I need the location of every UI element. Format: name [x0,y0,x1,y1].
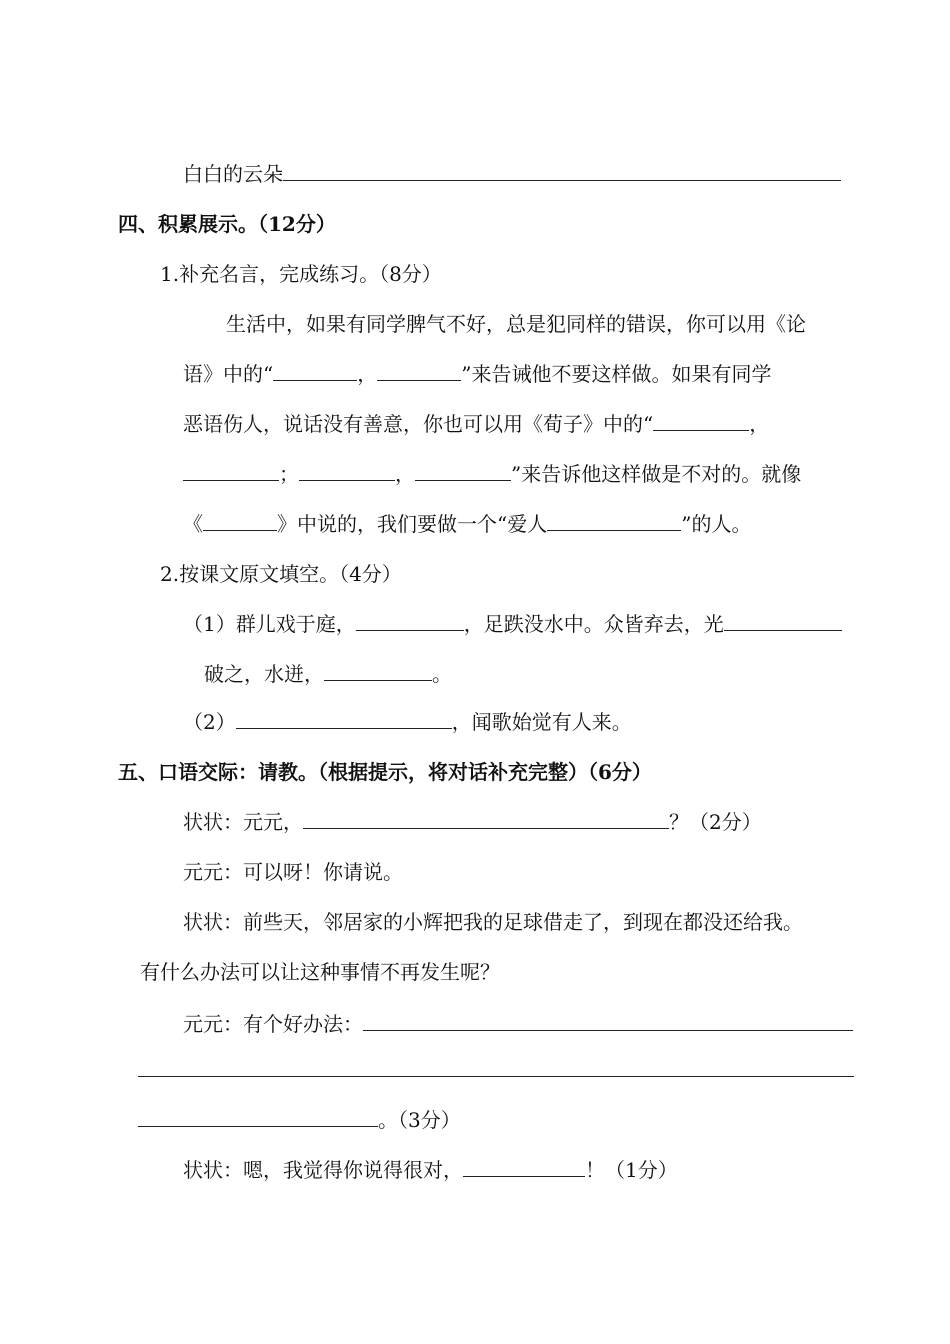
dialogue-line-5 [183,1156,678,1184]
text-segment: 《 [183,512,203,536]
answer-blank[interactable] [324,660,432,681]
answer-blank[interactable] [203,510,277,531]
text-segment: 语》中的“ [183,362,274,386]
text-segment: ， [749,412,770,436]
text-segment: ”来告诫他不要这样做。如果有同学 [461,362,772,386]
text-segment: 状状：嗯，我觉得你说得很对， [183,1158,463,1182]
question-1-title: 1.补充名言，完成练习。（8分） [160,262,442,286]
text-segment: 破之，水迸， [204,662,324,686]
answer-blank[interactable] [183,460,279,481]
answer-blank[interactable] [415,460,511,481]
answer-blank[interactable] [547,510,681,531]
question-2-item-1-line-1 [183,610,842,638]
question-2-title: 2.按课文原文填空。（4分） [160,562,402,586]
section-5-heading: 五、口语交际：请教。（根据提示，将对话补充完整）（6分） [118,760,652,784]
text-segment: ， [395,462,415,486]
text-segment: ， [357,362,378,386]
text-segment: ”的人。 [681,512,752,536]
dialogue-line-2: 元元：可以呀！你请说。 [183,860,403,884]
cloud-line [183,160,841,188]
cloud-label: 白白的云朵 [183,162,283,186]
text-segment: 》中说的，我们要做一个“爱人 [277,512,548,536]
answer-blank[interactable] [363,1010,853,1031]
dialogue-line-4 [183,1010,853,1038]
text-segment: ，闻歌始觉有人来。 [451,710,632,734]
text-segment: 。（3分） [378,1108,461,1132]
text-segment: ？（2分） [669,810,762,834]
answer-blank[interactable] [236,708,452,729]
answer-blank[interactable] [138,1106,378,1127]
dialogue-line-1 [183,808,762,836]
question-1-paragraph-line-4 [183,460,801,488]
text-segment: ； [279,462,299,486]
question-1-paragraph-line-1: 生活中，如果有同学脾气不好，总是犯同样的错误，你可以用《论 [226,312,806,336]
text-segment: ，足跌没水中。众皆弃去，光 [463,612,724,636]
text-segment: ”来告诉他这样做是不对的。就像 [511,462,802,486]
text-segment: 恶语伤人，说话没有善意，你也可以用《荀子》中的“ [183,412,654,436]
section-4-heading: 四、积累展示。（12分） [118,212,336,236]
text-segment: （2） [183,710,236,734]
answer-blank[interactable] [138,1076,854,1077]
text-segment: ！（1分） [585,1158,678,1182]
answer-blank[interactable] [653,410,749,431]
dialogue-line-4-end [138,1106,461,1134]
answer-blank[interactable] [463,1156,585,1177]
dialogue-line-3-continued: 有什么办法可以让这种事情不再发生呢？ [140,960,500,984]
question-1-paragraph-line-5 [183,510,751,538]
answer-blank[interactable] [377,360,461,381]
text-segment: 。 [432,662,452,686]
text-segment: （1）群儿戏于庭， [183,612,356,636]
text-segment: 状状：元元， [183,810,303,834]
question-2-item-1-line-2 [204,660,452,688]
answer-blank[interactable] [273,360,357,381]
answer-blank[interactable] [299,460,395,481]
answer-blank[interactable] [724,610,842,631]
answer-blank[interactable] [356,610,464,631]
question-1-paragraph-line-3 [183,410,769,438]
text-segment: 元元：有个好办法： [183,1012,363,1036]
question-2-item-2 [183,708,632,736]
question-1-paragraph-line-2 [183,360,771,388]
dialogue-line-3: 状状：前些天，邻居家的小辉把我的足球借走了，到现在都没还给我。 [183,910,803,934]
answer-blank[interactable] [303,808,669,829]
answer-blank[interactable] [283,160,841,181]
